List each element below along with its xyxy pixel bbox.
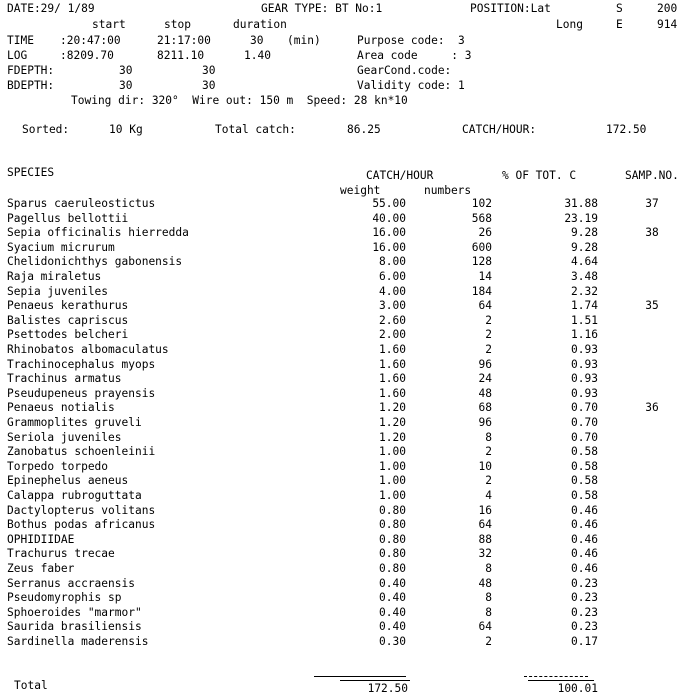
- lat-value: 200: [657, 2, 678, 15]
- validity-code: Validity code: 1: [357, 79, 465, 92]
- weight-total-overline: [340, 680, 410, 681]
- col-start-heading: start: [92, 18, 126, 31]
- weight-cell: 1.00: [379, 474, 406, 487]
- numbers-cell: 2: [485, 343, 492, 356]
- pct-cell: 0.58: [571, 460, 598, 473]
- numbers-cell: 2: [485, 314, 492, 327]
- numbers-cell: 26: [478, 226, 492, 239]
- log-duration: 1.40: [244, 49, 271, 62]
- pct-cell: 0.46: [571, 533, 598, 546]
- pct-cell: 0.17: [571, 635, 598, 648]
- species-heading: SPECIES: [7, 166, 55, 179]
- weight-cell: 1.00: [379, 460, 406, 473]
- numbers-cell: 88: [478, 533, 492, 546]
- pct-cell: 0.70: [571, 431, 598, 444]
- numbers-cell: 568: [471, 212, 492, 225]
- numbers-cell: 64: [478, 299, 492, 312]
- pct-total-heading: % OF TOT. C: [502, 169, 577, 182]
- pct-cell: 0.46: [571, 504, 598, 517]
- pct-cell: 0.23: [571, 591, 598, 604]
- pct-cell: 0.93: [571, 358, 598, 371]
- species-name: OPHIDIIDAE: [7, 533, 75, 546]
- species-name: Sepia officinalis hierredda: [7, 226, 189, 239]
- time-label: TIME: [7, 34, 34, 47]
- weight-cell: 8.00: [379, 255, 406, 268]
- pct-cell: 9.28: [571, 241, 598, 254]
- weight-cell: 1.00: [379, 445, 406, 458]
- numbers-cell: 8: [485, 562, 492, 575]
- col-stop-heading: stop: [164, 18, 191, 31]
- species-name: Torpedo torpedo: [7, 460, 109, 473]
- weight-cell: 4.00: [379, 285, 406, 298]
- pct-cell: 1.16: [571, 328, 598, 341]
- weight-cell: 1.60: [379, 343, 406, 356]
- numbers-cell: 14: [478, 270, 492, 283]
- numbers-cell: 96: [478, 358, 492, 371]
- numbers-cell: 16: [478, 504, 492, 517]
- pct-total-rule: [524, 676, 588, 677]
- numbers-cell: 600: [471, 241, 492, 254]
- pct-total-overline: [528, 680, 594, 681]
- species-name: Serranus accraensis: [7, 577, 135, 590]
- weight-cell: 1.00: [379, 489, 406, 502]
- col-duration-heading: duration: [233, 18, 287, 31]
- weight-cell: 6.00: [379, 270, 406, 283]
- samp-no-cell: 36: [645, 401, 659, 414]
- numbers-heading: numbers: [424, 184, 472, 197]
- weight-cell: 1.20: [379, 401, 406, 414]
- total-weight: 172.50: [367, 682, 408, 695]
- weight-cell: 1.20: [379, 416, 406, 429]
- weight-cell: 0.40: [379, 577, 406, 590]
- species-name: Zanobatus schoenleinii: [7, 445, 156, 458]
- weight-cell: 0.80: [379, 562, 406, 575]
- numbers-cell: 48: [478, 577, 492, 590]
- species-name: Epinephelus aeneus: [7, 474, 129, 487]
- numbers-cell: 2: [485, 445, 492, 458]
- pct-cell: 0.58: [571, 489, 598, 502]
- fdepth-label: FDEPTH:: [7, 64, 55, 77]
- pct-cell: 0.70: [571, 401, 598, 414]
- date-label: DATE:29/ 1/89: [7, 2, 95, 15]
- weight-cell: 0.30: [379, 635, 406, 648]
- weight-cell: 3.00: [379, 299, 406, 312]
- numbers-cell: 8: [485, 591, 492, 604]
- position-label: POSITION:Lat: [470, 2, 551, 15]
- bdepth-stop: 30: [202, 79, 216, 92]
- pct-cell: 0.93: [571, 372, 598, 385]
- numbers-cell: 102: [471, 197, 492, 210]
- pct-cell: 0.46: [571, 518, 598, 531]
- area-code: Area code : 3: [357, 49, 472, 62]
- species-name: Seriola juveniles: [7, 431, 122, 444]
- numbers-cell: 64: [478, 620, 492, 633]
- total-label: Total: [14, 679, 48, 692]
- species-name: Sphoeroides "marmor": [7, 606, 142, 619]
- species-name: Trachinus armatus: [7, 372, 122, 385]
- time-start: :20:47:00: [60, 34, 121, 47]
- bdepth-label: BDEPTH:: [7, 79, 55, 92]
- catch-hour-label: CATCH/HOUR:: [462, 123, 537, 136]
- weight-cell: 1.60: [379, 372, 406, 385]
- log-start: :8209.70: [60, 49, 114, 62]
- samp-no-cell: 37: [645, 197, 659, 210]
- numbers-cell: 32: [478, 547, 492, 560]
- species-name: Sparus caeruleostictus: [7, 197, 156, 210]
- species-name: Pagellus bellottii: [7, 212, 129, 225]
- weight-cell: 16.00: [372, 241, 406, 254]
- time-unit: (min): [287, 34, 321, 47]
- total-catch-label: Total catch:: [215, 123, 296, 136]
- pct-cell: 0.93: [571, 387, 598, 400]
- long-hemisphere: E: [616, 18, 623, 31]
- species-name: Rhinobatos albomaculatus: [7, 343, 169, 356]
- weight-cell: 2.00: [379, 328, 406, 341]
- species-name: Zeus faber: [7, 562, 75, 575]
- numbers-cell: 2: [485, 474, 492, 487]
- fdepth-stop: 30: [202, 64, 216, 77]
- weight-cell: 0.40: [379, 606, 406, 619]
- species-name: Syacium micrurum: [7, 241, 115, 254]
- species-name: Pseudomyrophis sp: [7, 591, 122, 604]
- species-name: Grammoplites gruveli: [7, 416, 142, 429]
- numbers-cell: 48: [478, 387, 492, 400]
- long-label: Long: [556, 18, 583, 31]
- numbers-cell: 10: [478, 460, 492, 473]
- long-value: 914: [657, 18, 678, 31]
- total-catch-value: 86.25: [347, 123, 381, 136]
- numbers-cell: 24: [478, 372, 492, 385]
- pct-cell: 3.48: [571, 270, 598, 283]
- species-name: Penaeus notialis: [7, 401, 115, 414]
- weight-cell: 0.80: [379, 504, 406, 517]
- pct-cell: 9.28: [571, 226, 598, 239]
- species-name: Dactylopterus volitans: [7, 504, 156, 517]
- gear-type-label: GEAR TYPE: BT No:1: [261, 2, 383, 15]
- weight-cell: 1.60: [379, 358, 406, 371]
- pct-cell: 0.58: [571, 445, 598, 458]
- pct-cell: 0.46: [571, 547, 598, 560]
- weight-cell: 0.80: [379, 518, 406, 531]
- numbers-cell: 2: [485, 635, 492, 648]
- species-name: Pseudupeneus prayensis: [7, 387, 156, 400]
- weight-cell: 0.80: [379, 547, 406, 560]
- pct-cell: 1.51: [571, 314, 598, 327]
- pct-cell: 0.93: [571, 343, 598, 356]
- purpose-code: Purpose code: 3: [357, 34, 465, 47]
- pct-cell: 4.64: [571, 255, 598, 268]
- species-name: Trachurus trecae: [7, 547, 115, 560]
- numbers-cell: 8: [485, 606, 492, 619]
- catch-hour-heading: CATCH/HOUR: [366, 169, 434, 182]
- species-name: Raja miraletus: [7, 270, 102, 283]
- numbers-cell: 8: [485, 431, 492, 444]
- numbers-cell: 68: [478, 401, 492, 414]
- time-stop: 21:17:00: [157, 34, 211, 47]
- species-name: Saurida brasiliensis: [7, 620, 142, 633]
- pct-cell: 1.74: [571, 299, 598, 312]
- species-name: Sardinella maderensis: [7, 635, 149, 648]
- samp-no-heading: SAMP.NO.: [625, 169, 679, 182]
- species-name: Penaeus kerathurus: [7, 299, 129, 312]
- pct-cell: 0.23: [571, 577, 598, 590]
- weight-cell: 0.40: [379, 620, 406, 633]
- pct-cell: 0.70: [571, 416, 598, 429]
- pct-cell: 0.58: [571, 474, 598, 487]
- species-name: Balistes capriscus: [7, 314, 129, 327]
- pct-cell: 2.32: [571, 285, 598, 298]
- time-duration: 30: [250, 34, 264, 47]
- total-pct: 100.01: [557, 682, 598, 695]
- numbers-cell: 184: [471, 285, 492, 298]
- numbers-cell: 4: [485, 489, 492, 502]
- weight-total-rule: [314, 676, 406, 677]
- pct-cell: 23.19: [564, 212, 598, 225]
- numbers-cell: 128: [471, 255, 492, 268]
- log-label: LOG: [7, 49, 28, 62]
- species-name: Calappa rubroguttata: [7, 489, 142, 502]
- weight-cell: 2.60: [379, 314, 406, 327]
- weight-cell: 1.60: [379, 387, 406, 400]
- species-name: Sepia juveniles: [7, 285, 109, 298]
- species-name: Psettodes belcheri: [7, 328, 129, 341]
- species-name: Trachinocephalus myops: [7, 358, 156, 371]
- bdepth-start: 30: [119, 79, 133, 92]
- gearcond-code: GearCond.code:: [357, 64, 452, 77]
- weight-cell: 1.20: [379, 431, 406, 444]
- sorted-label: Sorted:: [22, 123, 70, 136]
- species-name: Bothus podas africanus: [7, 518, 156, 531]
- weight-cell: 0.80: [379, 533, 406, 546]
- samp-no-cell: 38: [645, 226, 659, 239]
- log-stop: 8211.10: [157, 49, 205, 62]
- sorted-value: 10 Kg: [109, 123, 143, 136]
- samp-no-cell: 35: [645, 299, 659, 312]
- numbers-cell: 96: [478, 416, 492, 429]
- fdepth-start: 30: [119, 64, 133, 77]
- towing-line: Towing dir: 320° Wire out: 150 m Speed: 28 kn*10: [71, 94, 408, 107]
- pct-cell: 0.46: [571, 562, 598, 575]
- pct-cell: 0.23: [571, 620, 598, 633]
- lat-hemisphere: S: [616, 2, 623, 15]
- weight-cell: 0.40: [379, 591, 406, 604]
- weight-cell: 40.00: [372, 212, 406, 225]
- weight-heading: weight: [340, 184, 381, 197]
- numbers-cell: 2: [485, 328, 492, 341]
- species-name: Chelidonichthys gabonensis: [7, 255, 183, 268]
- pct-cell: 31.88: [564, 197, 598, 210]
- catch-hour-value: 172.50: [606, 123, 647, 136]
- pct-cell: 0.23: [571, 606, 598, 619]
- numbers-cell: 64: [478, 518, 492, 531]
- weight-cell: 16.00: [372, 226, 406, 239]
- weight-cell: 55.00: [372, 197, 406, 210]
